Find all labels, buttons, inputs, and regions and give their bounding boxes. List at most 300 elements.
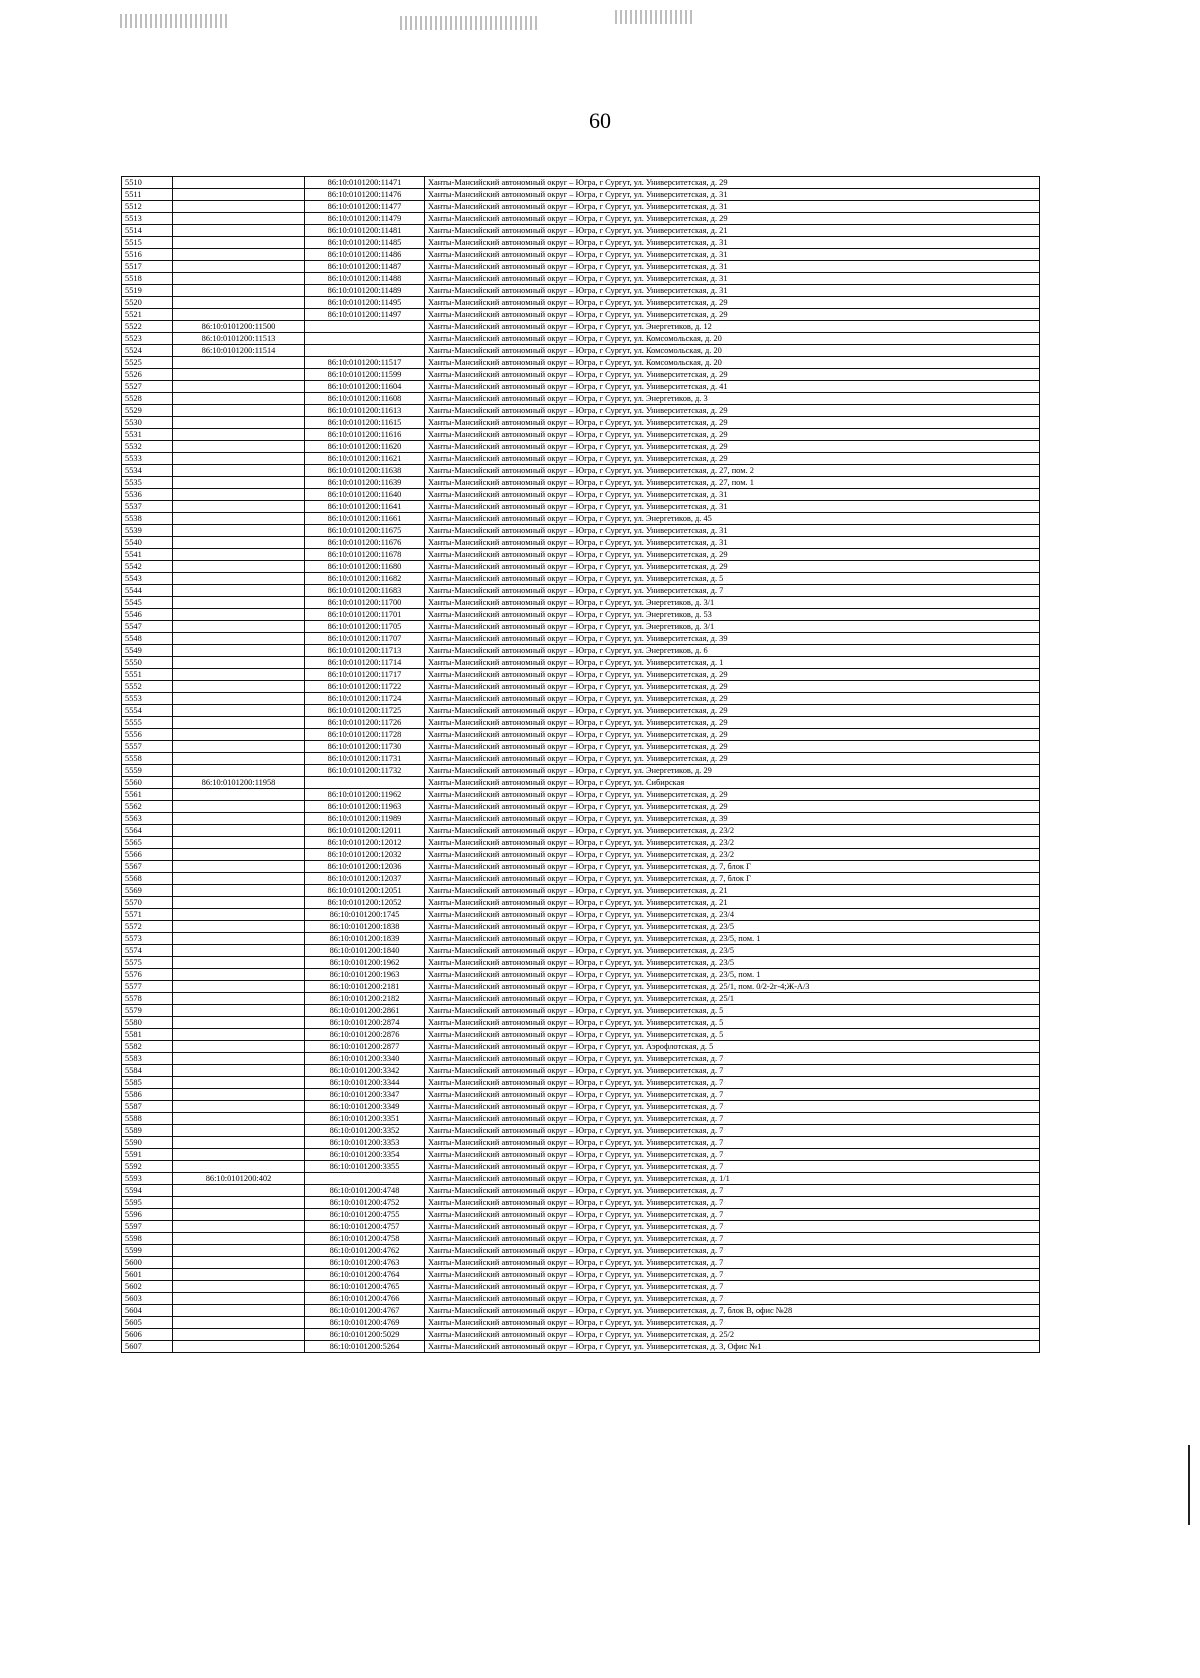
address-cell: Ханты-Мансийский автономный округ – Югра, г Сургут, ул. Университетская, д. 7	[425, 1089, 1040, 1101]
cadastral-number-cell: 86:10:0101200:12012	[305, 837, 425, 849]
row-number-cell: 5525	[122, 357, 173, 369]
address-cell: Ханты-Мансийский автономный округ – Югра, г Сургут, ул. Университетская, д. 29	[425, 441, 1040, 453]
row-number-cell: 5571	[122, 909, 173, 921]
cadastral-number-cell: 86:10:0101200:11639	[305, 477, 425, 489]
row-number-cell: 5527	[122, 381, 173, 393]
row-number-cell: 5530	[122, 417, 173, 429]
table-row	[122, 321, 1040, 333]
address-cell: Ханты-Мансийский автономный округ – Югра, г Сургут, ул. Университетская, д. 7, блок В, офис №28	[425, 1305, 1040, 1317]
row-number-cell: 5550	[122, 657, 173, 669]
row-number-cell: 5592	[122, 1161, 173, 1173]
address-cell: Ханты-Мансийский автономный округ – Югра, г Сургут, ул. Университетская, д. 7	[425, 585, 1040, 597]
row-number-cell: 5513	[122, 213, 173, 225]
address-cell: Ханты-Мансийский автономный округ – Югра, г Сургут, ул. Энергетиков, д. 53	[425, 609, 1040, 621]
cadastral-number-cell: 86:10:0101200:4763	[305, 1257, 425, 1269]
row-number-cell: 5575	[122, 957, 173, 969]
address-cell: Ханты-Мансийский автономный округ – Югра, г Сургут, ул. Университетская, д. 31	[425, 285, 1040, 297]
row-number-cell: 5529	[122, 405, 173, 417]
old-cadastral-number-cell	[173, 609, 305, 621]
cadastral-number-cell: 86:10:0101200:1962	[305, 957, 425, 969]
row-number-cell: 5589	[122, 1125, 173, 1137]
old-cadastral-number-cell	[173, 1065, 305, 1077]
table-row	[122, 393, 1040, 405]
address-cell: Ханты-Мансийский автономный округ – Югра, г Сургут, ул. Университетская, д. 31	[425, 501, 1040, 513]
old-cadastral-number-cell	[173, 369, 305, 381]
cadastral-number-cell: 86:10:0101200:11724	[305, 693, 425, 705]
cadastral-number-cell: 86:10:0101200:1839	[305, 933, 425, 945]
old-cadastral-number-cell	[173, 525, 305, 537]
row-number-cell: 5537	[122, 501, 173, 513]
table-row	[122, 405, 1040, 417]
table-row	[122, 1221, 1040, 1233]
cadastral-number-cell: 86:10:0101200:3349	[305, 1101, 425, 1113]
table-row	[122, 837, 1040, 849]
registry-table-body	[122, 177, 1040, 1353]
old-cadastral-number-cell	[173, 681, 305, 693]
table-row	[122, 609, 1040, 621]
old-cadastral-number-cell	[173, 837, 305, 849]
address-cell: Ханты-Мансийский автономный округ – Югра, г Сургут, ул. Университетская, д. 29	[425, 753, 1040, 765]
scan-edge-mark	[1188, 1445, 1190, 1525]
address-cell: Ханты-Мансийский автономный округ – Югра, г Сургут, ул. Университетская, д. 29	[425, 309, 1040, 321]
old-cadastral-number-cell	[173, 801, 305, 813]
old-cadastral-number-cell	[173, 1113, 305, 1125]
old-cadastral-number-cell	[173, 585, 305, 597]
table-row	[122, 177, 1040, 189]
table-row	[122, 813, 1040, 825]
old-cadastral-number-cell	[173, 717, 305, 729]
cadastral-number-cell: 86:10:0101200:11682	[305, 573, 425, 585]
row-number-cell: 5511	[122, 189, 173, 201]
row-number-cell: 5520	[122, 297, 173, 309]
table-row	[122, 1101, 1040, 1113]
old-cadastral-number-cell	[173, 441, 305, 453]
cadastral-number-cell: 86:10:0101200:3342	[305, 1065, 425, 1077]
old-cadastral-number-cell	[173, 273, 305, 285]
old-cadastral-number-cell: 86:10:0101200:11514	[173, 345, 305, 357]
scan-noise-center	[400, 16, 540, 30]
address-cell: Ханты-Мансийский автономный округ – Югра, г Сургут, ул. Университетская, д. 29	[425, 297, 1040, 309]
old-cadastral-number-cell	[173, 1281, 305, 1293]
row-number-cell: 5603	[122, 1293, 173, 1305]
table-row	[122, 1329, 1040, 1341]
old-cadastral-number-cell	[173, 945, 305, 957]
address-cell: Ханты-Мансийский автономный округ – Югра, г Сургут, ул. Университетская, д. 7	[425, 1257, 1040, 1269]
cadastral-number-cell: 86:10:0101200:11481	[305, 225, 425, 237]
table-row	[122, 717, 1040, 729]
old-cadastral-number-cell	[173, 741, 305, 753]
cadastral-number-cell: 86:10:0101200:11641	[305, 501, 425, 513]
table-row	[122, 453, 1040, 465]
address-cell: Ханты-Мансийский автономный округ – Югра, г Сургут, ул. Университетская, д. 23/5, пом. 1	[425, 933, 1040, 945]
row-number-cell: 5572	[122, 921, 173, 933]
cadastral-number-cell: 86:10:0101200:11713	[305, 645, 425, 657]
row-number-cell: 5539	[122, 525, 173, 537]
address-cell: Ханты-Мансийский автономный округ – Югра, г Сургут, ул. Университетская, д. 7	[425, 1101, 1040, 1113]
table-row	[122, 1053, 1040, 1065]
scan-noise-left	[120, 14, 230, 28]
row-number-cell: 5533	[122, 453, 173, 465]
row-number-cell: 5568	[122, 873, 173, 885]
row-number-cell: 5578	[122, 993, 173, 1005]
address-cell: Ханты-Мансийский автономный округ – Югра, г Сургут, ул. Университетская, д. 7	[425, 1233, 1040, 1245]
address-cell: Ханты-Мансийский автономный округ – Югра, г Сургут, ул. Университетская, д. 29	[425, 717, 1040, 729]
table-row	[122, 333, 1040, 345]
table-row	[122, 261, 1040, 273]
address-cell: Ханты-Мансийский автономный округ – Югра, г Сургут, ул. Энергетиков, д. 12	[425, 321, 1040, 333]
cadastral-number-cell: 86:10:0101200:11488	[305, 273, 425, 285]
old-cadastral-number-cell	[173, 885, 305, 897]
row-number-cell: 5535	[122, 477, 173, 489]
cadastral-number-cell: 86:10:0101200:11731	[305, 753, 425, 765]
table-row	[122, 1077, 1040, 1089]
address-cell: Ханты-Мансийский автономный округ – Югра, г Сургут, ул. Университетская, д. 7, блок Г	[425, 861, 1040, 873]
table-row	[122, 381, 1040, 393]
address-cell: Ханты-Мансийский автономный округ – Югра, г Сургут, ул. Университетская, д. 25/1, пом. 0/2-2г-4;Ж-А/3	[425, 981, 1040, 993]
address-cell: Ханты-Мансийский автономный округ – Югра, г Сургут, ул. Университетская, д. 29	[425, 681, 1040, 693]
cadastral-number-cell: 86:10:0101200:4765	[305, 1281, 425, 1293]
address-cell: Ханты-Мансийский автономный округ – Югра, г Сургут, ул. Университетская, д. 7	[425, 1317, 1040, 1329]
address-cell: Ханты-Мансийский автономный округ – Югра, г Сургут, ул. Сибирская	[425, 777, 1040, 789]
page-number: 60	[589, 108, 611, 133]
row-number-cell: 5590	[122, 1137, 173, 1149]
table-row	[122, 1017, 1040, 1029]
old-cadastral-number-cell	[173, 669, 305, 681]
row-number-cell: 5580	[122, 1017, 173, 1029]
cadastral-number-cell: 86:10:0101200:11638	[305, 465, 425, 477]
address-cell: Ханты-Мансийский автономный округ – Югра, г Сургут, ул. Университетская, д. 7	[425, 1053, 1040, 1065]
table-row	[122, 885, 1040, 897]
row-number-cell: 5557	[122, 741, 173, 753]
cadastral-number-cell: 86:10:0101200:12051	[305, 885, 425, 897]
table-row	[122, 1257, 1040, 1269]
address-cell: Ханты-Мансийский автономный округ – Югра, г Сургут, ул. Университетская, д. 21	[425, 885, 1040, 897]
table-row	[122, 933, 1040, 945]
table-row	[122, 561, 1040, 573]
row-number-cell: 5548	[122, 633, 173, 645]
row-number-cell: 5547	[122, 621, 173, 633]
old-cadastral-number-cell	[173, 993, 305, 1005]
old-cadastral-number-cell	[173, 1269, 305, 1281]
row-number-cell: 5563	[122, 813, 173, 825]
cadastral-number-cell: 86:10:0101200:4764	[305, 1269, 425, 1281]
address-cell: Ханты-Мансийский автономный округ – Югра, г Сургут, ул. Энергетиков, д. 3	[425, 393, 1040, 405]
table-row	[122, 249, 1040, 261]
old-cadastral-number-cell	[173, 909, 305, 921]
cadastral-number-cell: 86:10:0101200:11613	[305, 405, 425, 417]
address-cell: Ханты-Мансийский автономный округ – Югра, г Сургут, ул. Университетская, д. 29	[425, 549, 1040, 561]
row-number-cell: 5587	[122, 1101, 173, 1113]
old-cadastral-number-cell	[173, 1317, 305, 1329]
old-cadastral-number-cell	[173, 825, 305, 837]
row-number-cell: 5541	[122, 549, 173, 561]
row-number-cell: 5606	[122, 1329, 173, 1341]
row-number-cell: 5531	[122, 429, 173, 441]
cadastral-number-cell: 86:10:0101200:11616	[305, 429, 425, 441]
table-row	[122, 993, 1040, 1005]
cadastral-number-cell	[305, 345, 425, 357]
address-cell: Ханты-Мансийский автономный округ – Югра, г Сургут, ул. Университетская, д. 31	[425, 489, 1040, 501]
cadastral-number-cell: 86:10:0101200:3347	[305, 1089, 425, 1101]
cadastral-number-cell: 86:10:0101200:4767	[305, 1305, 425, 1317]
address-cell: Ханты-Мансийский автономный округ – Югра, г Сургут, ул. Университетская, д. 29	[425, 669, 1040, 681]
table-row	[122, 693, 1040, 705]
old-cadastral-number-cell	[173, 405, 305, 417]
table-row	[122, 1113, 1040, 1125]
row-number-cell: 5538	[122, 513, 173, 525]
cadastral-number-cell: 86:10:0101200:11678	[305, 549, 425, 561]
old-cadastral-number-cell	[173, 765, 305, 777]
table-row	[122, 825, 1040, 837]
row-number-cell: 5554	[122, 705, 173, 717]
address-cell: Ханты-Мансийский автономный округ – Югра, г Сургут, ул. Университетская, д. 31	[425, 201, 1040, 213]
row-number-cell: 5561	[122, 789, 173, 801]
table-row	[122, 897, 1040, 909]
old-cadastral-number-cell	[173, 933, 305, 945]
cadastral-number-cell: 86:10:0101200:11705	[305, 621, 425, 633]
old-cadastral-number-cell	[173, 597, 305, 609]
registry-table	[121, 176, 1040, 1353]
table-row	[122, 441, 1040, 453]
row-number-cell: 5543	[122, 573, 173, 585]
old-cadastral-number-cell	[173, 1305, 305, 1317]
row-number-cell: 5560	[122, 777, 173, 789]
old-cadastral-number-cell	[173, 189, 305, 201]
old-cadastral-number-cell	[173, 1257, 305, 1269]
table-row	[122, 489, 1040, 501]
address-cell: Ханты-Мансийский автономный округ – Югра, г Сургут, ул. Университетская, д. 7	[425, 1221, 1040, 1233]
address-cell: Ханты-Мансийский автономный округ – Югра, г Сургут, ул. Университетская, д. 7, блок Г	[425, 873, 1040, 885]
row-number-cell: 5512	[122, 201, 173, 213]
cadastral-number-cell: 86:10:0101200:12052	[305, 897, 425, 909]
table-row	[122, 357, 1040, 369]
address-cell: Ханты-Мансийский автономный округ – Югра, г Сургут, ул. Университетская, д. 7	[425, 1113, 1040, 1125]
address-cell: Ханты-Мансийский автономный округ – Югра, г Сургут, ул. Университетская, д. 29	[425, 705, 1040, 717]
table-row	[122, 921, 1040, 933]
table-row	[122, 285, 1040, 297]
row-number-cell: 5515	[122, 237, 173, 249]
row-number-cell: 5565	[122, 837, 173, 849]
address-cell: Ханты-Мансийский автономный округ – Югра, г Сургут, ул. Комсомольская, д. 20	[425, 357, 1040, 369]
row-number-cell: 5542	[122, 561, 173, 573]
address-cell: Ханты-Мансийский автономный округ – Югра, г Сургут, ул. Университетская, д. 7	[425, 1293, 1040, 1305]
old-cadastral-number-cell	[173, 1209, 305, 1221]
row-number-cell: 5573	[122, 933, 173, 945]
address-cell: Ханты-Мансийский автономный округ – Югра, г Сургут, ул. Университетская, д. 21	[425, 225, 1040, 237]
cadastral-number-cell: 86:10:0101200:12032	[305, 849, 425, 861]
row-number-cell: 5549	[122, 645, 173, 657]
cadastral-number-cell: 86:10:0101200:11730	[305, 741, 425, 753]
table-row	[122, 873, 1040, 885]
address-cell: Ханты-Мансийский автономный округ – Югра, г Сургут, ул. Университетская, д. 29	[425, 693, 1040, 705]
row-number-cell: 5528	[122, 393, 173, 405]
address-cell: Ханты-Мансийский автономный округ – Югра, г Сургут, ул. Университетская, д. 29	[425, 369, 1040, 381]
row-number-cell: 5523	[122, 333, 173, 345]
table-row	[122, 1161, 1040, 1173]
cadastral-number-cell: 86:10:0101200:11495	[305, 297, 425, 309]
table-row	[122, 1065, 1040, 1077]
old-cadastral-number-cell	[173, 789, 305, 801]
table-row	[122, 789, 1040, 801]
row-number-cell: 5517	[122, 261, 173, 273]
cadastral-number-cell: 86:10:0101200:11599	[305, 369, 425, 381]
table-row	[122, 597, 1040, 609]
cadastral-number-cell: 86:10:0101200:11471	[305, 177, 425, 189]
cadastral-number-cell: 86:10:0101200:11726	[305, 717, 425, 729]
row-number-cell: 5599	[122, 1245, 173, 1257]
old-cadastral-number-cell	[173, 1341, 305, 1353]
old-cadastral-number-cell	[173, 513, 305, 525]
cadastral-number-cell: 86:10:0101200:11722	[305, 681, 425, 693]
row-number-cell: 5545	[122, 597, 173, 609]
address-cell: Ханты-Мансийский автономный округ – Югра, г Сургут, ул. Университетская, д. 31	[425, 525, 1040, 537]
row-number-cell: 5522	[122, 321, 173, 333]
old-cadastral-number-cell: 86:10:0101200:11958	[173, 777, 305, 789]
old-cadastral-number-cell	[173, 861, 305, 873]
table-row	[122, 1005, 1040, 1017]
row-number-cell: 5553	[122, 693, 173, 705]
cadastral-number-cell	[305, 1173, 425, 1185]
old-cadastral-number-cell	[173, 1125, 305, 1137]
address-cell: Ханты-Мансийский автономный округ – Югра, г Сургут, ул. Университетская, д. 5	[425, 573, 1040, 585]
cadastral-number-cell: 86:10:0101200:11477	[305, 201, 425, 213]
cadastral-number-cell: 86:10:0101200:11497	[305, 309, 425, 321]
table-row	[122, 297, 1040, 309]
cadastral-number-cell: 86:10:0101200:11707	[305, 633, 425, 645]
row-number-cell: 5588	[122, 1113, 173, 1125]
table-row	[122, 213, 1040, 225]
row-number-cell: 5540	[122, 537, 173, 549]
cadastral-number-cell: 86:10:0101200:11620	[305, 441, 425, 453]
cadastral-number-cell: 86:10:0101200:11479	[305, 213, 425, 225]
old-cadastral-number-cell	[173, 1089, 305, 1101]
row-number-cell: 5559	[122, 765, 173, 777]
row-number-cell: 5536	[122, 489, 173, 501]
address-cell: Ханты-Мансийский автономный округ – Югра, г Сургут, ул. Университетская, д. 29	[425, 417, 1040, 429]
cadastral-number-cell: 86:10:0101200:4766	[305, 1293, 425, 1305]
table-row	[122, 1185, 1040, 1197]
table-row	[122, 1245, 1040, 1257]
table-row	[122, 1137, 1040, 1149]
address-cell: Ханты-Мансийский автономный округ – Югра, г Сургут, ул. Университетская, д. 27, пом. 2	[425, 465, 1040, 477]
cadastral-number-cell: 86:10:0101200:2876	[305, 1029, 425, 1041]
row-number-cell: 5582	[122, 1041, 173, 1053]
table-row	[122, 741, 1040, 753]
old-cadastral-number-cell	[173, 1017, 305, 1029]
old-cadastral-number-cell	[173, 477, 305, 489]
old-cadastral-number-cell: 86:10:0101200:11513	[173, 333, 305, 345]
row-number-cell: 5570	[122, 897, 173, 909]
old-cadastral-number-cell	[173, 573, 305, 585]
old-cadastral-number-cell	[173, 1233, 305, 1245]
table-row	[122, 1149, 1040, 1161]
address-cell: Ханты-Мансийский автономный округ – Югра, г Сургут, ул. Университетская, д. 29	[425, 729, 1040, 741]
row-number-cell: 5564	[122, 825, 173, 837]
cadastral-number-cell	[305, 333, 425, 345]
old-cadastral-number-cell	[173, 729, 305, 741]
old-cadastral-number-cell	[173, 225, 305, 237]
table-row	[122, 765, 1040, 777]
cadastral-number-cell: 86:10:0101200:11486	[305, 249, 425, 261]
table-row	[122, 1281, 1040, 1293]
cadastral-number-cell: 86:10:0101200:11725	[305, 705, 425, 717]
address-cell: Ханты-Мансийский автономный округ – Югра, г Сургут, ул. Университетская, д. 29	[425, 405, 1040, 417]
row-number-cell: 5604	[122, 1305, 173, 1317]
address-cell: Ханты-Мансийский автономный округ – Югра, г Сургут, ул. Энергетиков, д. 6	[425, 645, 1040, 657]
table-row	[122, 777, 1040, 789]
old-cadastral-number-cell	[173, 1221, 305, 1233]
table-row	[122, 369, 1040, 381]
table-row	[122, 573, 1040, 585]
address-cell: Ханты-Мансийский автономный округ – Югра, г Сургут, ул. Энергетиков, д. 45	[425, 513, 1040, 525]
row-number-cell: 5574	[122, 945, 173, 957]
address-cell: Ханты-Мансийский автономный округ – Югра, г Сургут, ул. Университетская, д. 29	[425, 801, 1040, 813]
row-number-cell: 5596	[122, 1209, 173, 1221]
cadastral-number-cell: 86:10:0101200:11701	[305, 609, 425, 621]
row-number-cell: 5521	[122, 309, 173, 321]
row-number-cell: 5551	[122, 669, 173, 681]
address-cell: Ханты-Мансийский автономный округ – Югра, г Сургут, ул. Университетская, д. 29	[425, 177, 1040, 189]
row-number-cell: 5526	[122, 369, 173, 381]
scan-noise-right	[615, 10, 695, 24]
old-cadastral-number-cell	[173, 561, 305, 573]
table-row	[122, 1089, 1040, 1101]
address-cell: Ханты-Мансийский автономный округ – Югра, г Сургут, ул. Университетская, д. 39	[425, 633, 1040, 645]
table-row	[122, 969, 1040, 981]
table-row	[122, 1173, 1040, 1185]
cadastral-number-cell: 86:10:0101200:11487	[305, 261, 425, 273]
row-number-cell: 5598	[122, 1233, 173, 1245]
cadastral-number-cell: 86:10:0101200:11732	[305, 765, 425, 777]
address-cell: Ханты-Мансийский автономный округ – Югра, г Сургут, ул. Университетская, д. 29	[425, 561, 1040, 573]
row-number-cell: 5576	[122, 969, 173, 981]
old-cadastral-number-cell	[173, 309, 305, 321]
address-cell: Ханты-Мансийский автономный округ – Югра, г Сургут, ул. Университетская, д. 7	[425, 1185, 1040, 1197]
cadastral-number-cell: 86:10:0101200:3352	[305, 1125, 425, 1137]
address-cell: Ханты-Мансийский автономный округ – Югра, г Сургут, ул. Университетская, д. 7	[425, 1197, 1040, 1209]
row-number-cell: 5562	[122, 801, 173, 813]
cadastral-number-cell: 86:10:0101200:11608	[305, 393, 425, 405]
address-cell: Ханты-Мансийский автономный округ – Югра, г Сургут, ул. Комсомольская, д. 20	[425, 345, 1040, 357]
old-cadastral-number-cell	[173, 693, 305, 705]
old-cadastral-number-cell	[173, 1041, 305, 1053]
table-row	[122, 189, 1040, 201]
table-row	[122, 849, 1040, 861]
address-cell: Ханты-Мансийский автономный округ – Югра, г Сургут, ул. Университетская, д. 5	[425, 1005, 1040, 1017]
row-number-cell: 5518	[122, 273, 173, 285]
cadastral-number-cell: 86:10:0101200:2181	[305, 981, 425, 993]
row-number-cell: 5569	[122, 885, 173, 897]
row-number-cell: 5567	[122, 861, 173, 873]
cadastral-number-cell: 86:10:0101200:11700	[305, 597, 425, 609]
table-row	[122, 501, 1040, 513]
old-cadastral-number-cell	[173, 417, 305, 429]
row-number-cell: 5601	[122, 1269, 173, 1281]
address-cell: Ханты-Мансийский автономный округ – Югра, г Сургут, ул. Университетская, д. 31	[425, 237, 1040, 249]
address-cell: Ханты-Мансийский автономный округ – Югра, г Сургут, ул. Университетская, д. 5	[425, 1029, 1040, 1041]
address-cell: Ханты-Мансийский автономный округ – Югра, г Сургут, ул. Университетская, д. 23/5, пом. 1	[425, 969, 1040, 981]
address-cell: Ханты-Мансийский автономный округ – Югра, г Сургут, ул. Университетская, д. 25/2	[425, 1329, 1040, 1341]
address-cell: Ханты-Мансийский автономный округ – Югра, г Сургут, ул. Университетская, д. 5	[425, 1017, 1040, 1029]
address-cell: Ханты-Мансийский автономный округ – Югра, г Сургут, ул. Университетская, д. 29	[425, 789, 1040, 801]
table-row	[122, 1041, 1040, 1053]
address-cell: Ханты-Мансийский автономный округ – Югра, г Сургут, ул. Университетская, д. 7	[425, 1077, 1040, 1089]
row-number-cell: 5519	[122, 285, 173, 297]
cadastral-number-cell: 86:10:0101200:1838	[305, 921, 425, 933]
row-number-cell: 5514	[122, 225, 173, 237]
row-number-cell: 5566	[122, 849, 173, 861]
address-cell: Ханты-Мансийский автономный округ – Югра, г Сургут, ул. Университетская, д. 7	[425, 1161, 1040, 1173]
